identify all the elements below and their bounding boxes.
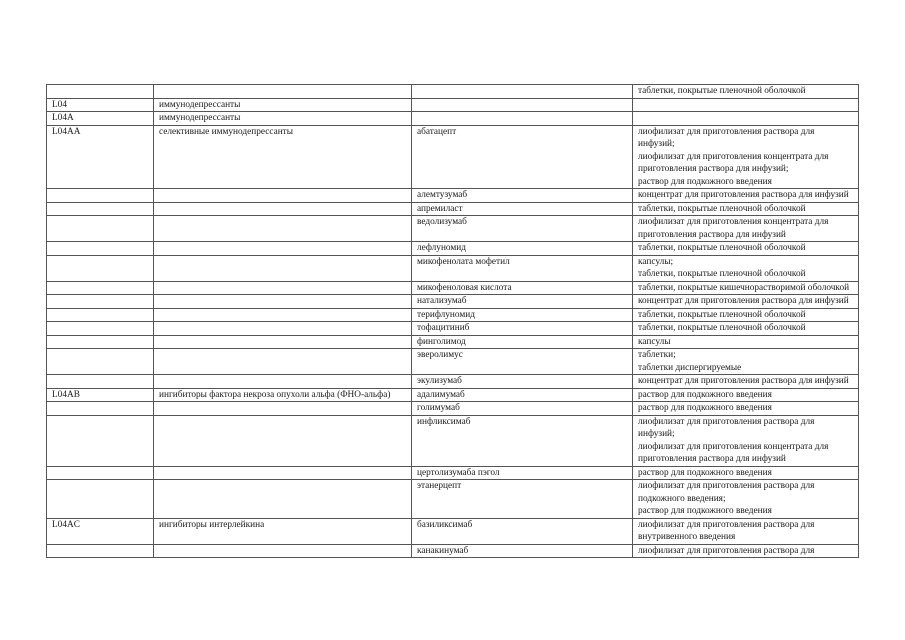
atc-code-cell: L04A <box>47 112 154 126</box>
atc-code-cell <box>47 349 154 375</box>
table-row <box>47 480 859 519</box>
drug-name-cell: канакинумаб <box>412 544 633 558</box>
atc-code-cell <box>47 308 154 322</box>
dosage-form-cell: концентрат для приготовления раствора для инфузий <box>633 295 859 309</box>
table-row <box>47 281 859 295</box>
drug-name-cell: этанерцепт <box>412 480 633 519</box>
drug-name-cell: адалимумаб <box>412 388 633 402</box>
group-name-cell <box>154 295 412 309</box>
dosage-form-cell: капсулы; таблетки, покрытые пленочной оболочкой <box>633 255 859 281</box>
table-row <box>47 466 859 480</box>
drug-name-cell: микофенолата мофетил <box>412 255 633 281</box>
group-name-cell <box>154 85 412 99</box>
table-row <box>47 375 859 389</box>
table-row <box>47 388 859 402</box>
atc-code-cell: L04AB <box>47 388 154 402</box>
table-row <box>47 295 859 309</box>
dosage-form-cell <box>633 112 859 126</box>
drug-name-cell: экулизумаб <box>412 375 633 389</box>
atc-code-cell <box>47 415 154 466</box>
drug-name-cell: базиликсимаб <box>412 518 633 544</box>
group-name-cell <box>154 375 412 389</box>
group-name-cell <box>154 255 412 281</box>
drug-name-cell <box>412 112 633 126</box>
group-name-cell <box>154 308 412 322</box>
table-row <box>47 112 859 126</box>
dosage-form-cell: таблетки; таблетки диспергируемые <box>633 349 859 375</box>
table-row <box>47 125 859 189</box>
table-row <box>47 335 859 349</box>
atc-code-cell <box>47 295 154 309</box>
drug-name-cell: ведолизумаб <box>412 216 633 242</box>
table-row <box>47 242 859 256</box>
drug-name-cell <box>412 85 633 99</box>
drug-name-cell: алемтузумаб <box>412 189 633 203</box>
dosage-form-cell: раствор для подкожного введения <box>633 402 859 416</box>
group-name-cell: селективные иммунодепрессанты <box>154 125 412 189</box>
atc-code-cell <box>47 466 154 480</box>
dosage-form-cell: лиофилизат для приготовления раствора для внутривенного введения <box>633 518 859 544</box>
table-row <box>47 308 859 322</box>
table-row <box>47 402 859 416</box>
drug-name-cell: лефлуномид <box>412 242 633 256</box>
table-row <box>47 85 859 99</box>
atc-code-cell <box>47 242 154 256</box>
group-name-cell <box>154 216 412 242</box>
group-name-cell <box>154 281 412 295</box>
dosage-form-cell <box>633 98 859 112</box>
table-row <box>47 202 859 216</box>
dosage-form-cell: таблетки, покрытые пленочной оболочкой <box>633 242 859 256</box>
dosage-form-cell: лиофилизат для приготовления концентрата для приготовления раствора для инфузий <box>633 216 859 242</box>
group-name-cell <box>154 480 412 519</box>
drug-classification-table <box>46 84 859 558</box>
group-name-cell <box>154 322 412 336</box>
atc-code-cell: L04AA <box>47 125 154 189</box>
dosage-form-cell: таблетки, покрытые пленочной оболочкой <box>633 85 859 99</box>
group-name-cell <box>154 349 412 375</box>
drug-name-cell: финголимод <box>412 335 633 349</box>
dosage-form-cell: лиофилизат для приготовления раствора для инфузий; лиофилизат для приготовления концентрата для приготовления раствора для инфузий <box>633 415 859 466</box>
group-name-cell <box>154 335 412 349</box>
atc-code-cell <box>47 85 154 99</box>
table-row <box>47 518 859 544</box>
group-name-cell: иммунодепрессанты <box>154 98 412 112</box>
table-row <box>47 189 859 203</box>
dosage-form-cell: лиофилизат для приготовления раствора для подкожного введения; раствор для подкожного введения <box>633 480 859 519</box>
group-name-cell <box>154 242 412 256</box>
drug-name-cell: эверолимус <box>412 349 633 375</box>
table-row <box>47 98 859 112</box>
drug-name-cell: цертолизумаба пэгол <box>412 466 633 480</box>
group-name-cell: иммунодепрессанты <box>154 112 412 126</box>
atc-code-cell <box>47 216 154 242</box>
atc-code-cell <box>47 544 154 558</box>
drug-name-cell <box>412 98 633 112</box>
dosage-form-cell: таблетки, покрытые пленочной оболочкой <box>633 202 859 216</box>
group-name-cell <box>154 202 412 216</box>
group-name-cell: ингибиторы интерлейкина <box>154 518 412 544</box>
table-row <box>47 216 859 242</box>
group-name-cell <box>154 544 412 558</box>
dosage-form-cell: капсулы <box>633 335 859 349</box>
dosage-form-cell: лиофилизат для приготовления раствора для <box>633 544 859 558</box>
dosage-form-cell: таблетки, покрытые кишечнорастворимой оболочкой <box>633 281 859 295</box>
atc-code-cell <box>47 480 154 519</box>
table-row <box>47 544 859 558</box>
group-name-cell: ингибиторы фактора некроза опухоли альфа (ФНО-альфа) <box>154 388 412 402</box>
drug-name-cell: абатацепт <box>412 125 633 189</box>
dosage-form-cell: концентрат для приготовления раствора для инфузий <box>633 189 859 203</box>
table-row <box>47 349 859 375</box>
atc-code-cell <box>47 255 154 281</box>
atc-code-cell <box>47 189 154 203</box>
atc-code-cell <box>47 402 154 416</box>
group-name-cell <box>154 415 412 466</box>
drug-name-cell: тофацитиниб <box>412 322 633 336</box>
atc-code-cell <box>47 202 154 216</box>
table-row <box>47 322 859 336</box>
table-row <box>47 255 859 281</box>
atc-code-cell <box>47 335 154 349</box>
atc-code-cell <box>47 322 154 336</box>
atc-code-cell <box>47 281 154 295</box>
dosage-form-cell: раствор для подкожного введения <box>633 388 859 402</box>
dosage-form-cell: лиофилизат для приготовления раствора для инфузий; лиофилизат для приготовления концентрата для приготовления раствора для инфузий; раствор для подкожного введения <box>633 125 859 189</box>
drug-name-cell: инфликсимаб <box>412 415 633 466</box>
table-row <box>47 415 859 466</box>
atc-code-cell: L04AC <box>47 518 154 544</box>
dosage-form-cell: таблетки, покрытые пленочной оболочкой <box>633 308 859 322</box>
dosage-form-cell: раствор для подкожного введения <box>633 466 859 480</box>
drug-name-cell: апремиласт <box>412 202 633 216</box>
group-name-cell <box>154 189 412 203</box>
group-name-cell <box>154 402 412 416</box>
drug-name-cell: микофеноловая кислота <box>412 281 633 295</box>
document-page <box>46 84 858 558</box>
group-name-cell <box>154 466 412 480</box>
drug-name-cell: терифлуномид <box>412 308 633 322</box>
atc-code-cell <box>47 375 154 389</box>
drug-name-cell: голимумаб <box>412 402 633 416</box>
dosage-form-cell: концентрат для приготовления раствора для инфузий <box>633 375 859 389</box>
drug-name-cell: натализумаб <box>412 295 633 309</box>
atc-code-cell: L04 <box>47 98 154 112</box>
dosage-form-cell: таблетки, покрытые пленочной оболочкой <box>633 322 859 336</box>
